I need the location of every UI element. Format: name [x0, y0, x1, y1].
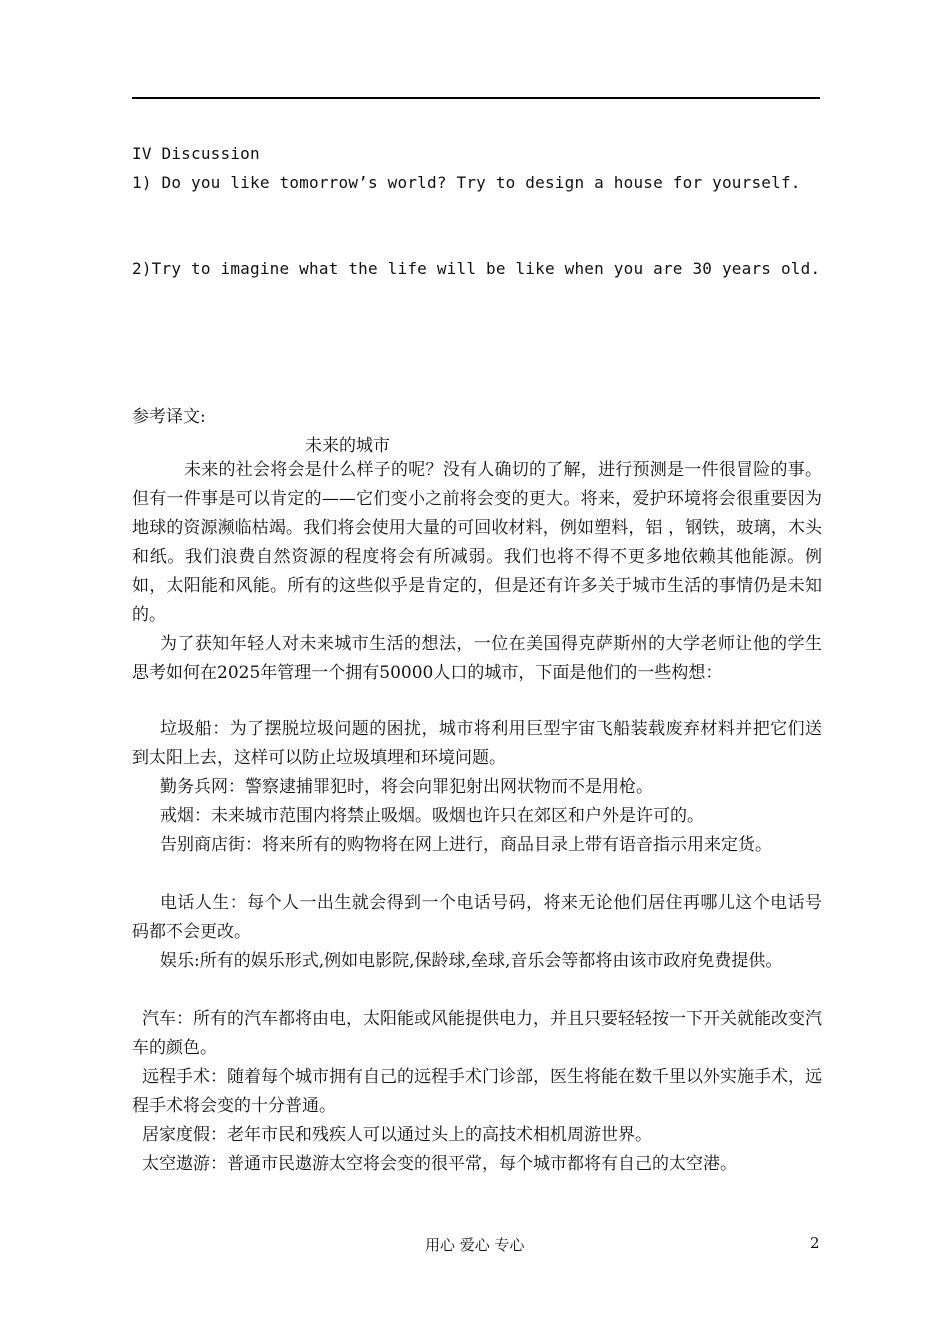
header-rule [132, 97, 820, 99]
list-item: 垃圾船：为了摆脱垃圾问题的困扰，城市将利用巨型宇宙飞船装载废弃材料并把它们送到太阳上去，这样可以防止垃圾填埋和环境问题。 [132, 719, 822, 768]
page-number: 2 [810, 1234, 820, 1252]
discussion-question-2: 2)Try to imagine what the life will be like when you are 30 years old. [132, 259, 821, 278]
list-item: 远程手术：随着每个城市拥有自己的远程手术门诊部，医生将能在数千里以外实施手术，远程手术将会变的十分普通。 [132, 1067, 822, 1116]
list-item: 汽车：所有的汽车都将由电，太阳能或风能提供电力，并且只要轻轻按一下开关就能改变汽车的颜色。 [132, 1009, 822, 1058]
list-item: 勤务兵网：警察逮捕罪犯时，将会向罪犯射出网状物而不是用枪。 [160, 777, 653, 797]
translation-title: 未来的城市 [305, 436, 390, 456]
list-item: 娱乐:所有的娱乐形式,例如电影院,保龄球,垒球,音乐会等都将由该市政府免费提供。 [160, 951, 783, 971]
discussion-question-1: 1) Do you like tomorrow’s world? Try to design a house for yourself. [132, 173, 801, 192]
footer-center-text: 用心 爱心 专心 [425, 1236, 525, 1254]
list-item: 太空遨游：普通市民遨游太空将会变的很平常，每个城市都将有自己的太空港。 [142, 1154, 737, 1174]
paragraph-survey: 为了获知年轻人对未来城市生活的想法，一位在美国得克萨斯州的大学老师让他的学生思考如何在2025年管理一个拥有50000人口的城市，下面是他们的一些构想： [132, 634, 822, 683]
list-item: 告别商店街：将来所有的购物将在网上进行，商品目录上带有语音指示用来定货。 [160, 835, 772, 855]
translation-label: 参考译文: [132, 407, 206, 427]
list-item: 戒烟：未来城市范围内将禁止吸烟。吸烟也许只在郊区和户外是许可的。 [160, 806, 704, 826]
list-item: 居家度假：老年市民和残疾人可以通过头上的高技术相机周游世界。 [142, 1125, 652, 1145]
paragraph-intro: 未来的社会将会是什么样子的呢？没有人确切的了解，进行预测是一件很冒险的事。但有一件事是可以肯定的——它们变小之前将会变的更大。将来，爱护环境将会很重要因为地球的资源濒临枯竭。我们将会使用大量的可回收材料，例如塑料，铝 ，钢铁，玻璃，木头和纸。我们浪费自然资源的程度将会有所减弱。我们也将不得不更多地依赖其他能源。例如，太阳能和风能。所有的这些似乎是肯定的，但是还有许多关于城市生活的事情仍是未知的。 [132, 460, 822, 625]
list-item: 电话人生：每个人一出生就会得到一个电话号码，将来无论他们居住再哪儿这个电话号码都不会更改。 [132, 893, 822, 942]
discussion-heading: IV Discussion [132, 144, 260, 163]
